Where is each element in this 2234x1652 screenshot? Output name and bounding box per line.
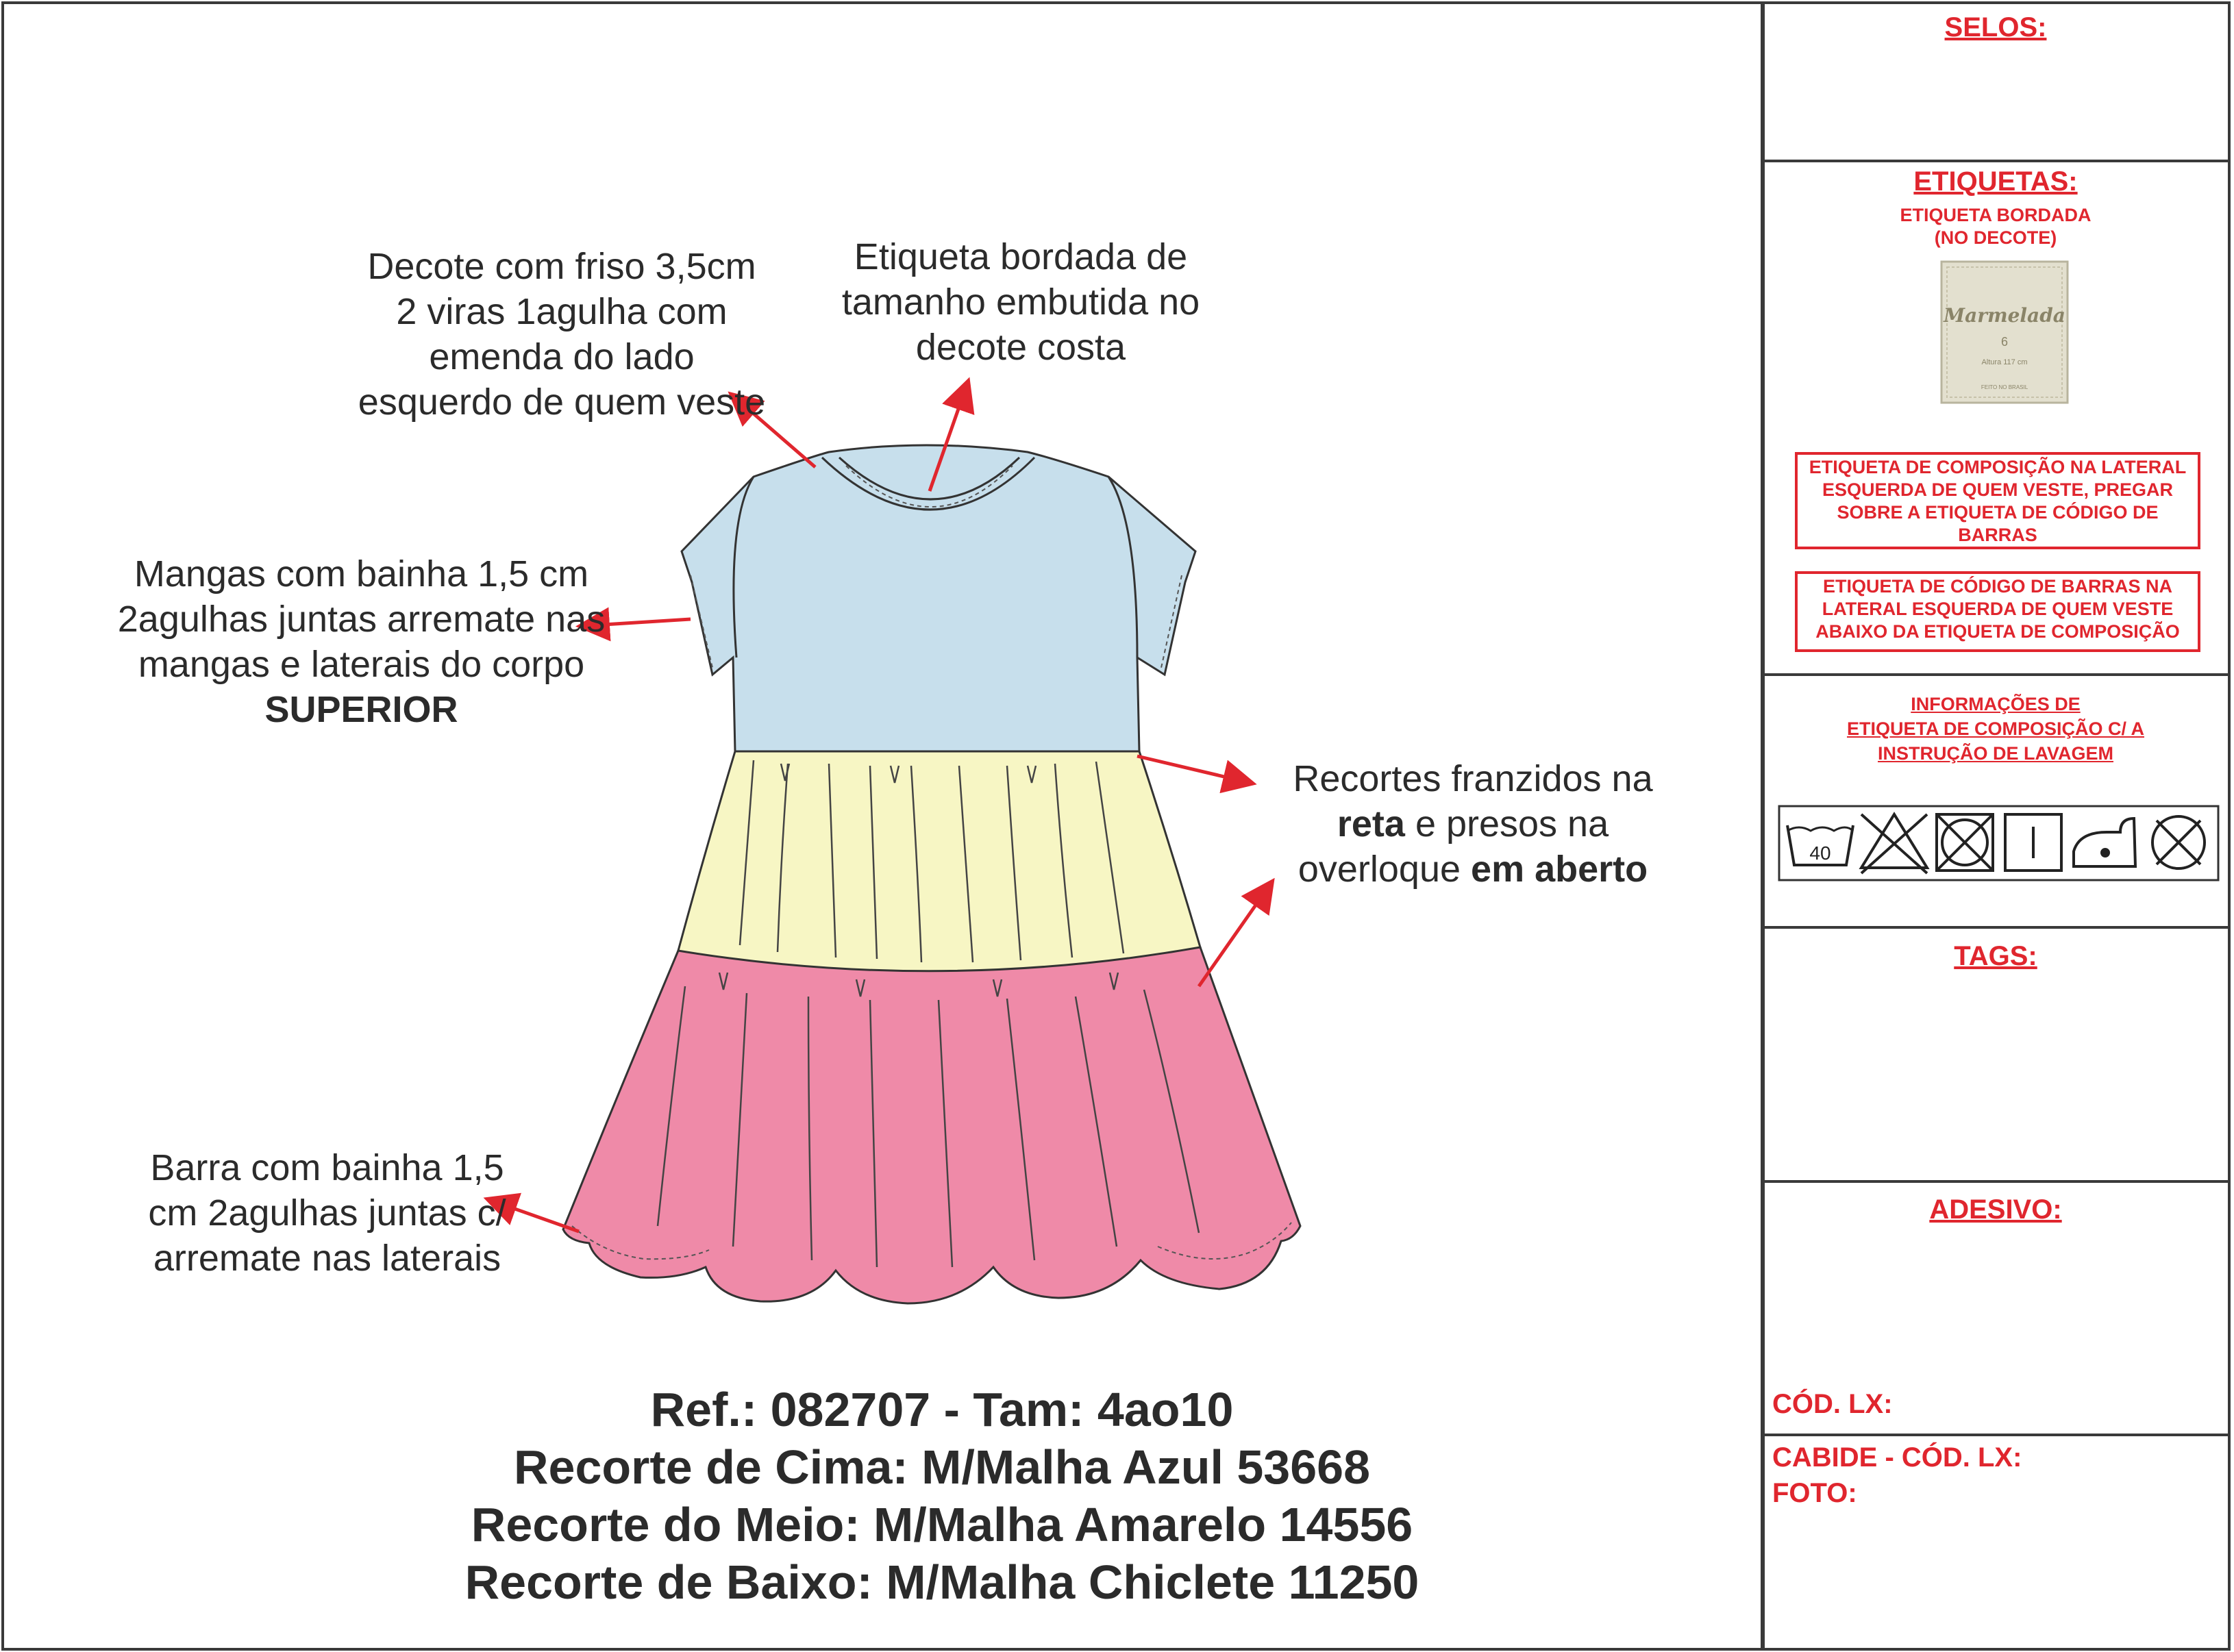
etiqueta-bordada-line1: ETIQUETA BORDADA bbox=[1900, 205, 2092, 225]
care-symbols bbox=[1778, 805, 2220, 881]
note-tiers bbox=[1261, 756, 1685, 892]
composition-label-box: ETIQUETA DE COMPOSIÇÃO NA LATERAL ESQUERDA DE QUEM VESTE, PREGAR SOBRE A ETIQUETA DE CÓDIGO DE BARRAS bbox=[1795, 452, 2200, 549]
note-neck-label: Etiqueta bordada de tamanho embutida no decote costa bbox=[841, 236, 1200, 368]
label-height: Altura 117 cm bbox=[1981, 358, 2028, 366]
note-sleeves-text: Mangas com bainha 1,5 cm 2agulhas juntas arremate nas mangas e laterais do corpo bbox=[117, 553, 606, 685]
fabric-bottom-line: Recorte de Baixo: M/Malha Chiclete 11250 bbox=[464, 1555, 1419, 1609]
arrow-tiers-bottom bbox=[1199, 884, 1271, 986]
foto-label: FOTO: bbox=[1772, 1478, 1857, 1508]
wash-temp: 40 bbox=[1809, 842, 1831, 864]
info-line3: INSTRUÇÃO DE LAVAGEM bbox=[1878, 743, 2113, 764]
cabide-label: CABIDE - CÓD. LX: bbox=[1772, 1442, 2022, 1473]
note-hem: Barra com bainha 1,5 cm 2agulhas juntas c/ arremate nas laterais bbox=[148, 1147, 506, 1279]
note-tiers-overloque: overloque bbox=[1298, 849, 1472, 890]
note-tiers-line3 bbox=[1261, 847, 1685, 892]
note-tiers-line2 bbox=[1261, 801, 1685, 847]
arrow-tiers-top bbox=[1137, 756, 1250, 783]
note-tiers-text: e presos na bbox=[1404, 803, 1609, 844]
reference-line: Ref.: 082707 - Tam: 4ao10 bbox=[650, 1383, 1234, 1436]
label-made: FEITO NO BRASIL bbox=[1981, 384, 2028, 390]
info-line2: ETIQUETA DE COMPOSIÇÃO C/ A bbox=[1846, 718, 2145, 739]
adesivo-title: ADESIVO: bbox=[1929, 1194, 2062, 1225]
label-brand: Marmelada bbox=[1944, 304, 2065, 327]
fabric-middle-line: Recorte do Meio: M/Malha Amarelo 14556 bbox=[471, 1498, 1413, 1551]
selos-title: SELOS: bbox=[1944, 12, 2047, 42]
info-line1: INFORMAÇÕES DE bbox=[1911, 694, 2081, 714]
note-tiers-bold-reta: reta bbox=[1337, 803, 1405, 844]
fabric-top-line: Recorte de Cima: M/Malha Azul 53668 bbox=[513, 1440, 1371, 1494]
bottom-tier bbox=[563, 947, 1300, 1303]
embroidered-label-image bbox=[1940, 260, 2069, 404]
bodice bbox=[682, 445, 1195, 751]
etiquetas-title: ETIQUETAS: bbox=[1913, 166, 2078, 197]
note-sleeves bbox=[96, 551, 627, 732]
tags-title: TAGS: bbox=[1954, 941, 2037, 971]
cod-lx-label: CÓD. LX: bbox=[1772, 1389, 1893, 1419]
note-tiers-bold-aberto: em aberto bbox=[1471, 849, 1648, 890]
etiqueta-bordada-line2: (NO DECOTE) bbox=[1934, 227, 2057, 248]
label-size: 6 bbox=[2000, 335, 2009, 349]
reference-block bbox=[308, 1381, 1576, 1611]
note-sleeves-bold: SUPERIOR bbox=[264, 689, 458, 730]
barcode-label-box: ETIQUETA DE CÓDIGO DE BARRAS NA LATERAL ESQUERDA DE QUEM VESTE ABAIXO DA ETIQUETA DE COMPOSIÇÃO bbox=[1795, 571, 2200, 652]
note-tiers-line1: Recortes franzidos na bbox=[1293, 758, 1653, 799]
note-neckline: Decote com friso 3,5cm 2 viras 1agulha com emenda do lado esquerdo de quem veste bbox=[358, 246, 766, 423]
